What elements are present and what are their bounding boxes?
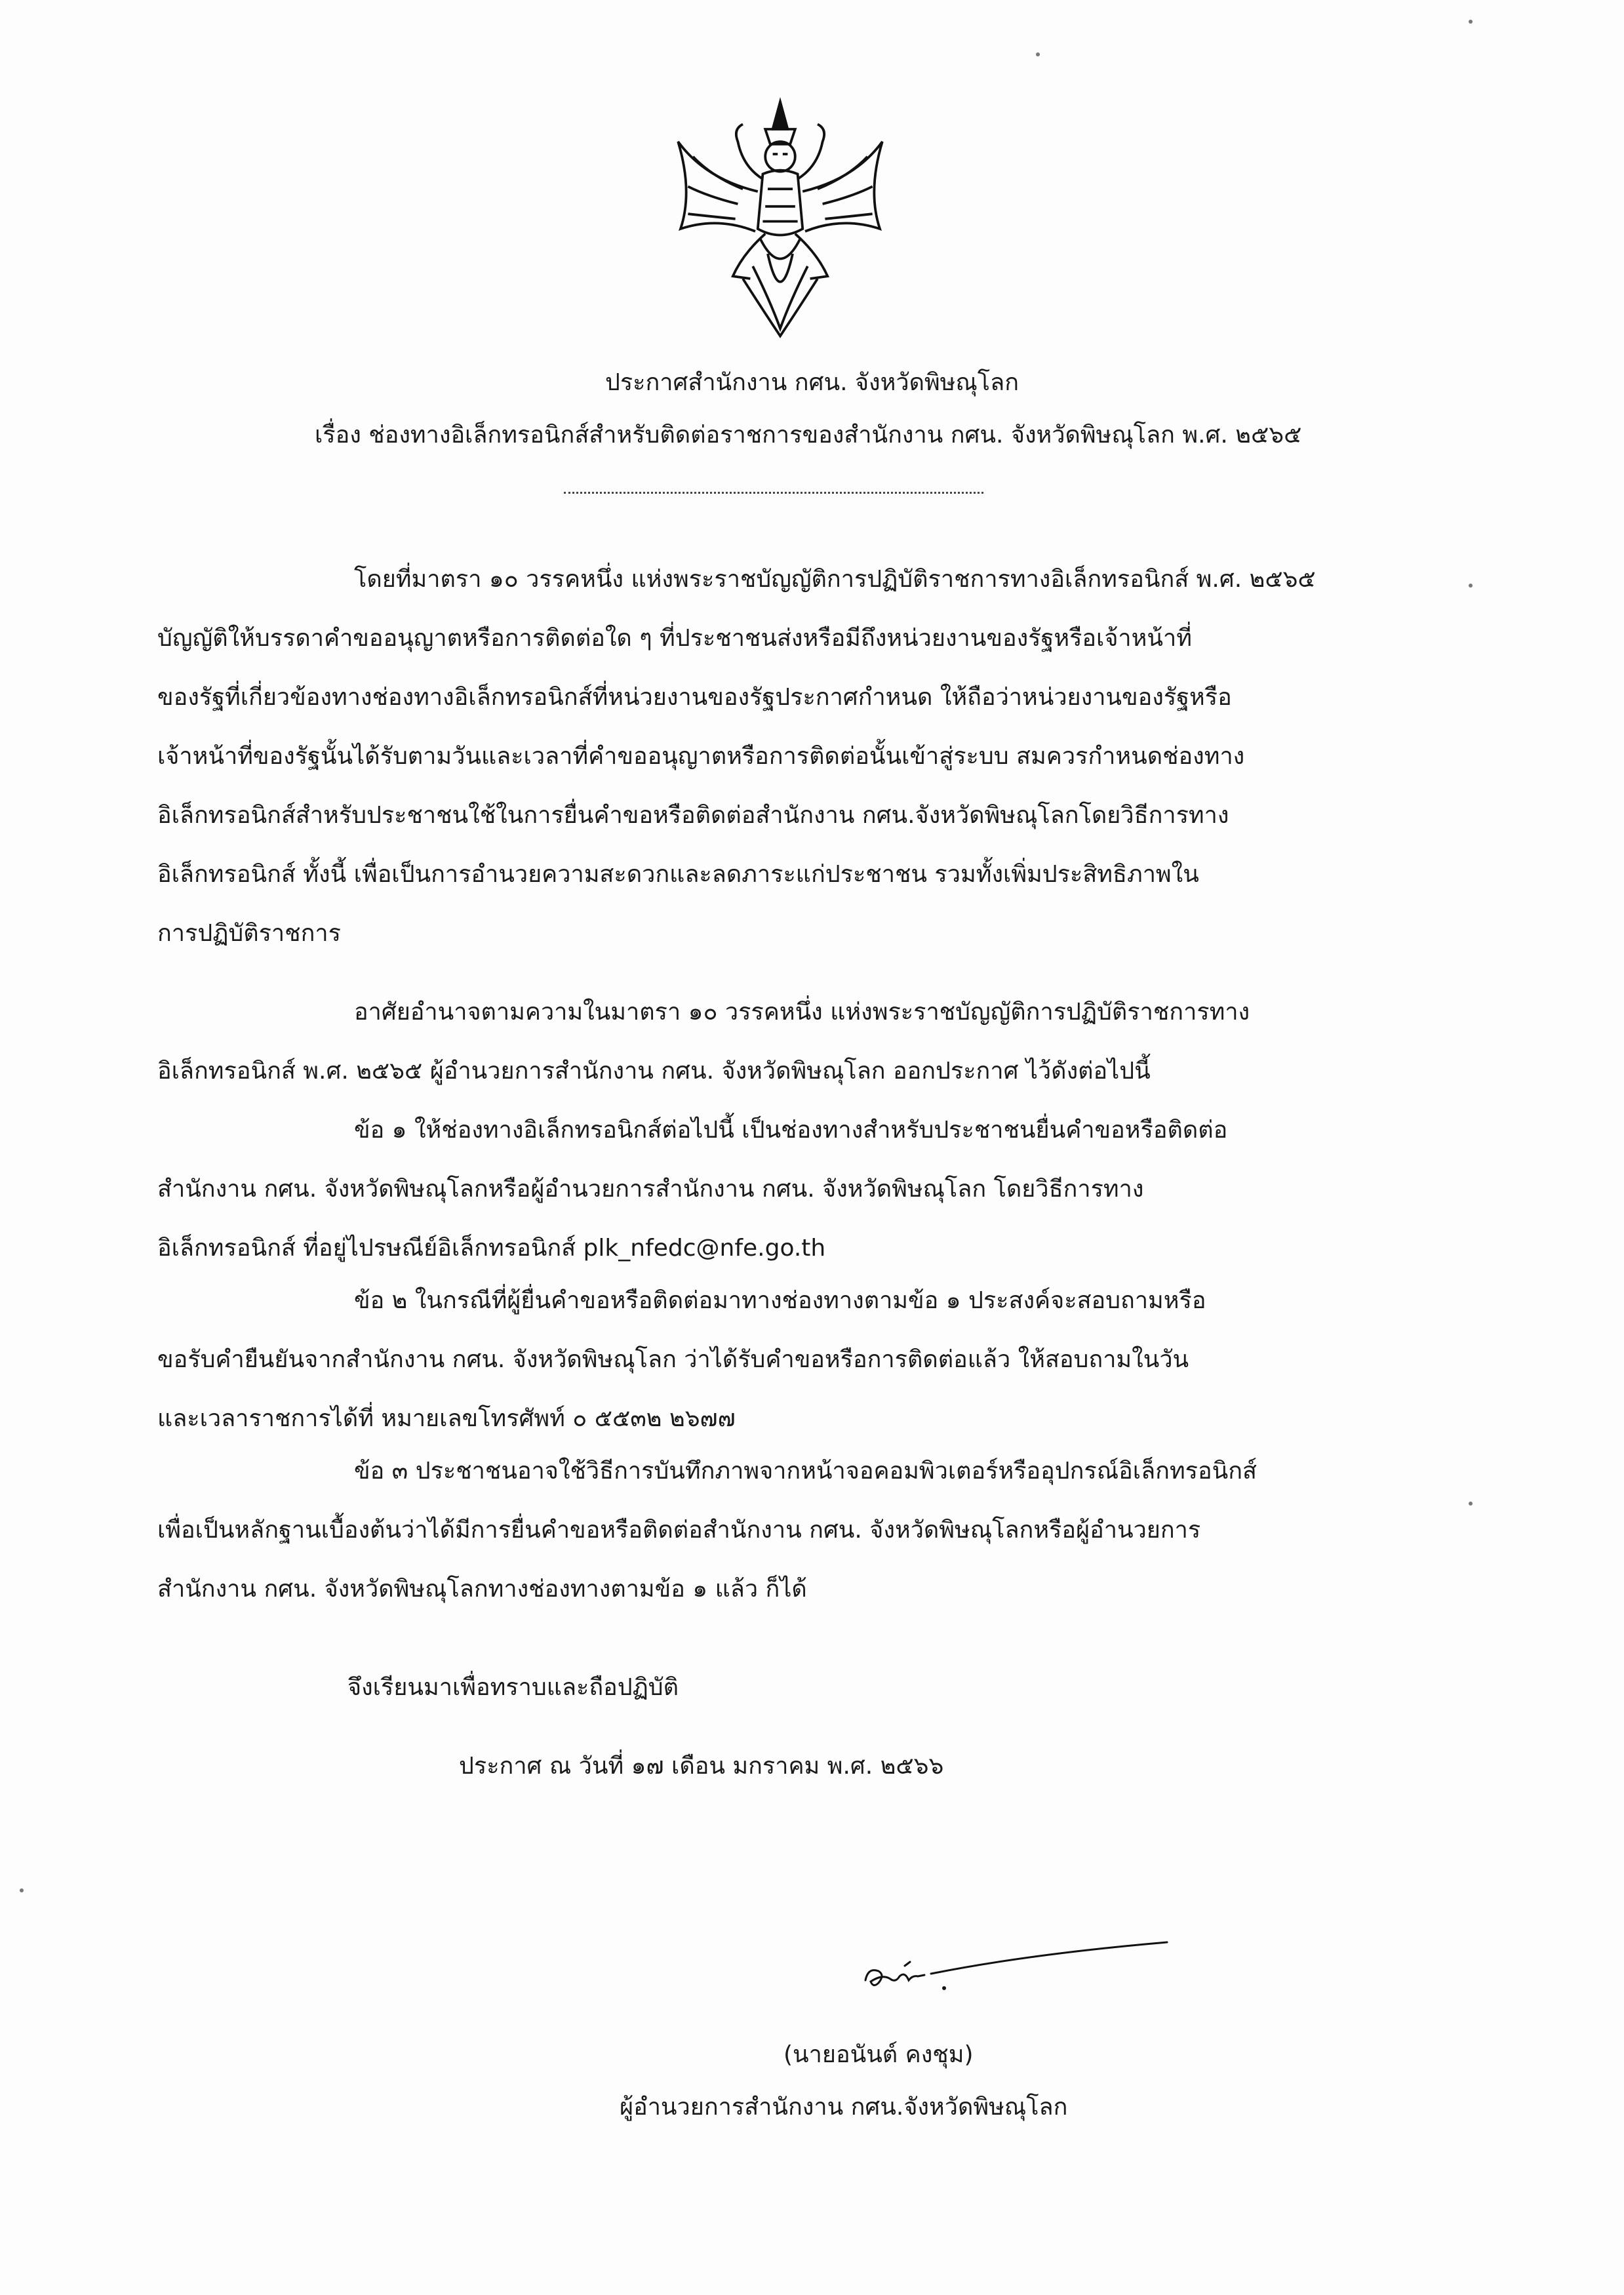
clause1-line: สำนักงาน กศน. จังหวัดพิษณุโลกหรือผู้อำนวยการสำนักงาน กศน. จังหวัดพิษณุโลก โดยวิธีการทาง — [157, 1176, 1144, 1203]
paragraph1-line: อิเล็กทรอนิกส์ ทั้งนี้ เพื่อเป็นการอำนวยความสะดวกและลดภาระแก่ประชาชน รวมทั้งเพิ่มประสิทธิภาพใน — [157, 861, 1199, 888]
garuda-emblem-icon — [656, 92, 905, 341]
paragraph2-line: อาศัยอำนาจตามความในมาตรา ๑๐ วรรคหนึ่ง แห่งพระราชบัญญัติการปฏิบัติราชการทาง — [354, 999, 1250, 1026]
paragraph1-line: ของรัฐที่เกี่ยวข้องทางช่องทางอิเล็กทรอนิกส์ที่หน่วยงานของรัฐประกาศกำหนด ให้ถือว่าหน่วยงานของรัฐหรือ — [157, 684, 1232, 711]
clause2-line: ข้อ ๒ ในกรณีที่ผู้ยื่นคำขอหรือติดต่อมาทางช่องทางตามข้อ ๑ ประสงค์จะสอบถามหรือ — [354, 1287, 1206, 1314]
scan-speck — [20, 1888, 24, 1892]
signer-title: ผู้อำนวยการสำนักงาน กศน.จังหวัดพิษณุโลก — [620, 2094, 1068, 2121]
signer-name: (นายอนันต์ คงชุม) — [783, 2041, 974, 2068]
scan-speck — [1469, 1502, 1473, 1506]
separator-dotted-line — [564, 492, 983, 494]
clause2-line: และเวลาราชการได้ที่ หมายเลขโทรศัพท์ ๐ ๕๕๓๒ ๒๖๗๗ — [157, 1405, 736, 1432]
announcement-subject: เรื่อง ช่องทางอิเล็กทรอนิกส์สำหรับติดต่อราชการของสำนักงาน กศน. จังหวัดพิษณุโลก พ.ศ. ๒๕๖๕ — [315, 422, 1302, 449]
handwritten-signature — [859, 1928, 1200, 2006]
clause3-line: สำนักงาน กศน. จังหวัดพิษณุโลกทางช่องทางตามข้อ ๑ แล้ว ก็ได้ — [157, 1576, 807, 1603]
scan-speck — [1469, 584, 1473, 588]
clause2-line: ขอรับคำยืนยันจากสำนักงาน กศน. จังหวัดพิษณุโลก ว่าได้รับคำขอหรือการติดต่อแล้ว ให้สอบถามในวัน — [157, 1346, 1189, 1373]
clause3-line: เพื่อเป็นหลักฐานเบื้องต้นว่าได้มีการยื่นคำขอหรือติดต่อสำนักงาน กศน. จังหวัดพิษณุโลกหรือผู้อำนวยการ — [157, 1517, 1201, 1544]
paragraph1-line: บัญญัติให้บรรดาคำขออนุญาตหรือการติดต่อใด ๆ ที่ประชาชนส่งหรือมีถึงหน่วยงานของรัฐหรือเจ้าหน้าที่ — [157, 625, 1192, 652]
scan-speck — [1469, 20, 1473, 24]
paragraph1-line: โดยที่มาตรา ๑๐ วรรคหนึ่ง แห่งพระราชบัญญัติการปฏิบัติราชการทางอิเล็กทรอนิกส์ พ.ศ. ๒๕๖๕ — [354, 566, 1316, 593]
closing-statement: จึงเรียนมาเพื่อทราบและถือปฏิบัติ — [347, 1674, 679, 1701]
paragraph2-line: อิเล็กทรอนิกส์ พ.ศ. ๒๕๖๕ ผู้อำนวยการสำนักงาน กศน. จังหวัดพิษณุโลก ออกประกาศ ไว้ดังต่อไปนี้ — [157, 1058, 1151, 1085]
clause3-line: ข้อ ๓ ประชาชนอาจใช้วิธีการบันทึกภาพจากหน้าจอคอมพิวเตอร์หรืออุปกรณ์อิเล็กทรอนิกส์ — [354, 1458, 1258, 1485]
scan-speck — [1036, 52, 1040, 56]
paragraph1-line: อิเล็กทรอนิกส์สำหรับประชาชนใช้ในการยื่นคำขอหรือติดต่อสำนักงาน กศน.จังหวัดพิษณุโลกโดยวิธีการทาง — [157, 802, 1229, 829]
paragraph1-line: เจ้าหน้าที่ของรัฐนั้นได้รับตามวันและเวลาที่คำขออนุญาตหรือการติดต่อนั้นเข้าสู่ระบบ สมควรกำหนดช่องทาง — [157, 743, 1245, 770]
announcement-title: ประกาศสำนักงาน กศน. จังหวัดพิษณุโลก — [604, 369, 1020, 396]
paragraph1-line: การปฏิบัติราชการ — [157, 920, 341, 947]
clause1-line: ข้อ ๑ ให้ช่องทางอิเล็กทรอนิกส์ต่อไปนี้ เป็นช่องทางสำหรับประชาชนยื่นคำขอหรือติดต่อ — [354, 1117, 1228, 1144]
announcement-date: ประกาศ ณ วันที่ ๑๗ เดือน มกราคม พ.ศ. ๒๕๖๖ — [459, 1753, 944, 1780]
clause1-line: อิเล็กทรอนิกส์ ที่อยู่ไปรษณีย์อิเล็กทรอนิกส์ plk_nfedc@nfe.go.th — [157, 1235, 826, 1262]
